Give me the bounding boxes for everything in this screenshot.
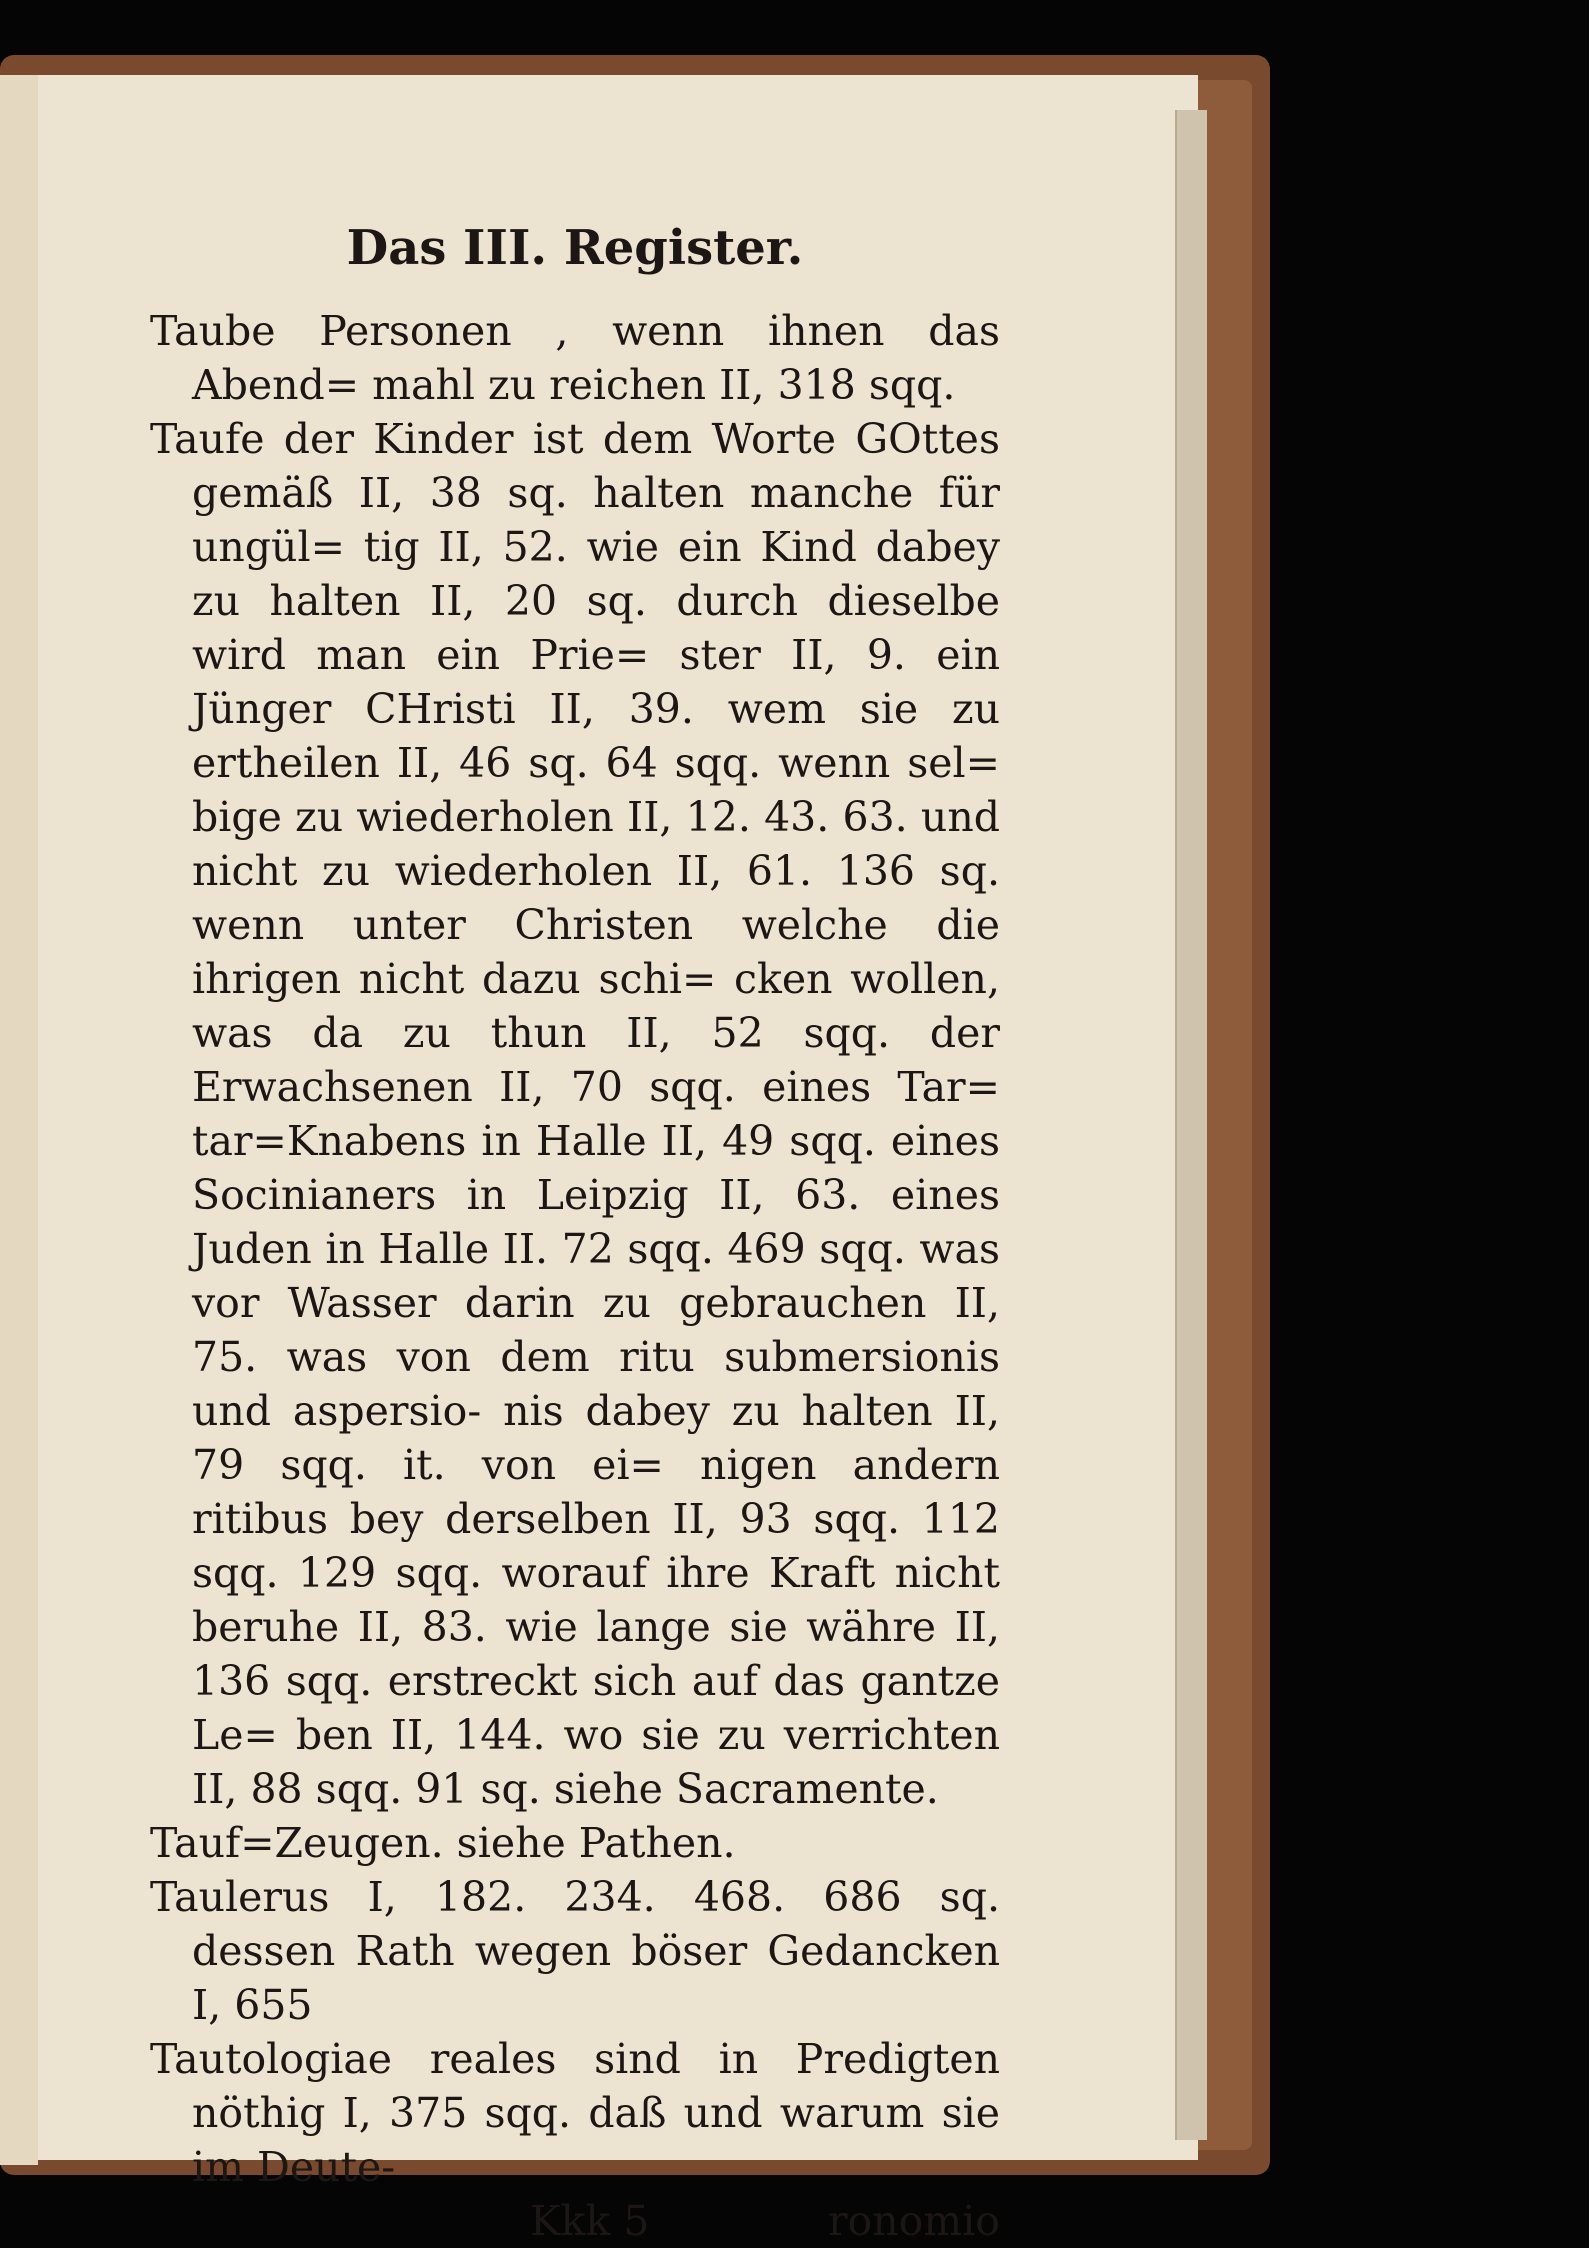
page-edges bbox=[1175, 110, 1207, 2140]
page-text bbox=[150, 220, 1000, 2248]
left-page-edge bbox=[0, 75, 38, 2165]
page-footer bbox=[150, 2194, 1000, 2248]
page-title: Das III. Register. bbox=[346, 220, 804, 276]
index-entry: Tauf=Zeugen. siehe Pathen. bbox=[150, 1819, 736, 1867]
signature-mark: Kkk 5 bbox=[530, 2197, 650, 2245]
index-entry: Taulerus I, 182. 234. 468. 686 sq. dessen Rath wegen böser Gedancken I, 655 bbox=[150, 1873, 1000, 2029]
index-entry: Tautologiae reales sind in Predigten nöthig I, 375 sqq. daß und warum sie im Deute- bbox=[150, 2035, 1000, 2191]
index-entry: Taufe der Kinder ist dem Worte GOttes gemäß II, 38 sq. halten manche für ungül= tig II, 52. wie ein Kind dabey zu halten II, 20 sq. durch dieselbe wird man ein Prie= ster II, 9. ein Jünger CHristi II, 39. wem sie zu ertheilen II, 46 sq. 64 sqq. wenn sel= bige zu wiederholen II, 12. 43. 63. und nicht zu wiederholen II, 61. 136 sq. wenn unter Christen welche die ihrigen nicht dazu schi= cken wollen, was da zu thun II, 52 sqq. der Erwachsenen II, 70 sqq. eines Tar= tar=Knabens in Halle II, 49 sqq. eines Socinianers in Leipzig II, 63. eines Juden in Halle II. 72 sqq. 469 sqq. was vor Wasser darin zu gebrauchen II, 75. was von dem ritu submersionis und aspersio- nis dabey zu halten II, 79 sqq. it. von ei= nigen andern ritibus bey derselben II, 93 sqq. 112 sqq. 129 sqq. worauf ihre Kraft nicht beruhe II, 83. wie lange sie währe II, 136 sqq. erstreckt sich auf das gantze Le= ben II, 144. wo sie zu verrichten II, 88 sqq. 91 sq. siehe Sacramente. bbox=[150, 415, 1000, 1813]
catchword: ronomio bbox=[827, 2197, 1000, 2245]
index-entry: Taube Personen , wenn ihnen das Abend= mahl zu reichen II, 318 sqq. bbox=[150, 307, 1000, 409]
